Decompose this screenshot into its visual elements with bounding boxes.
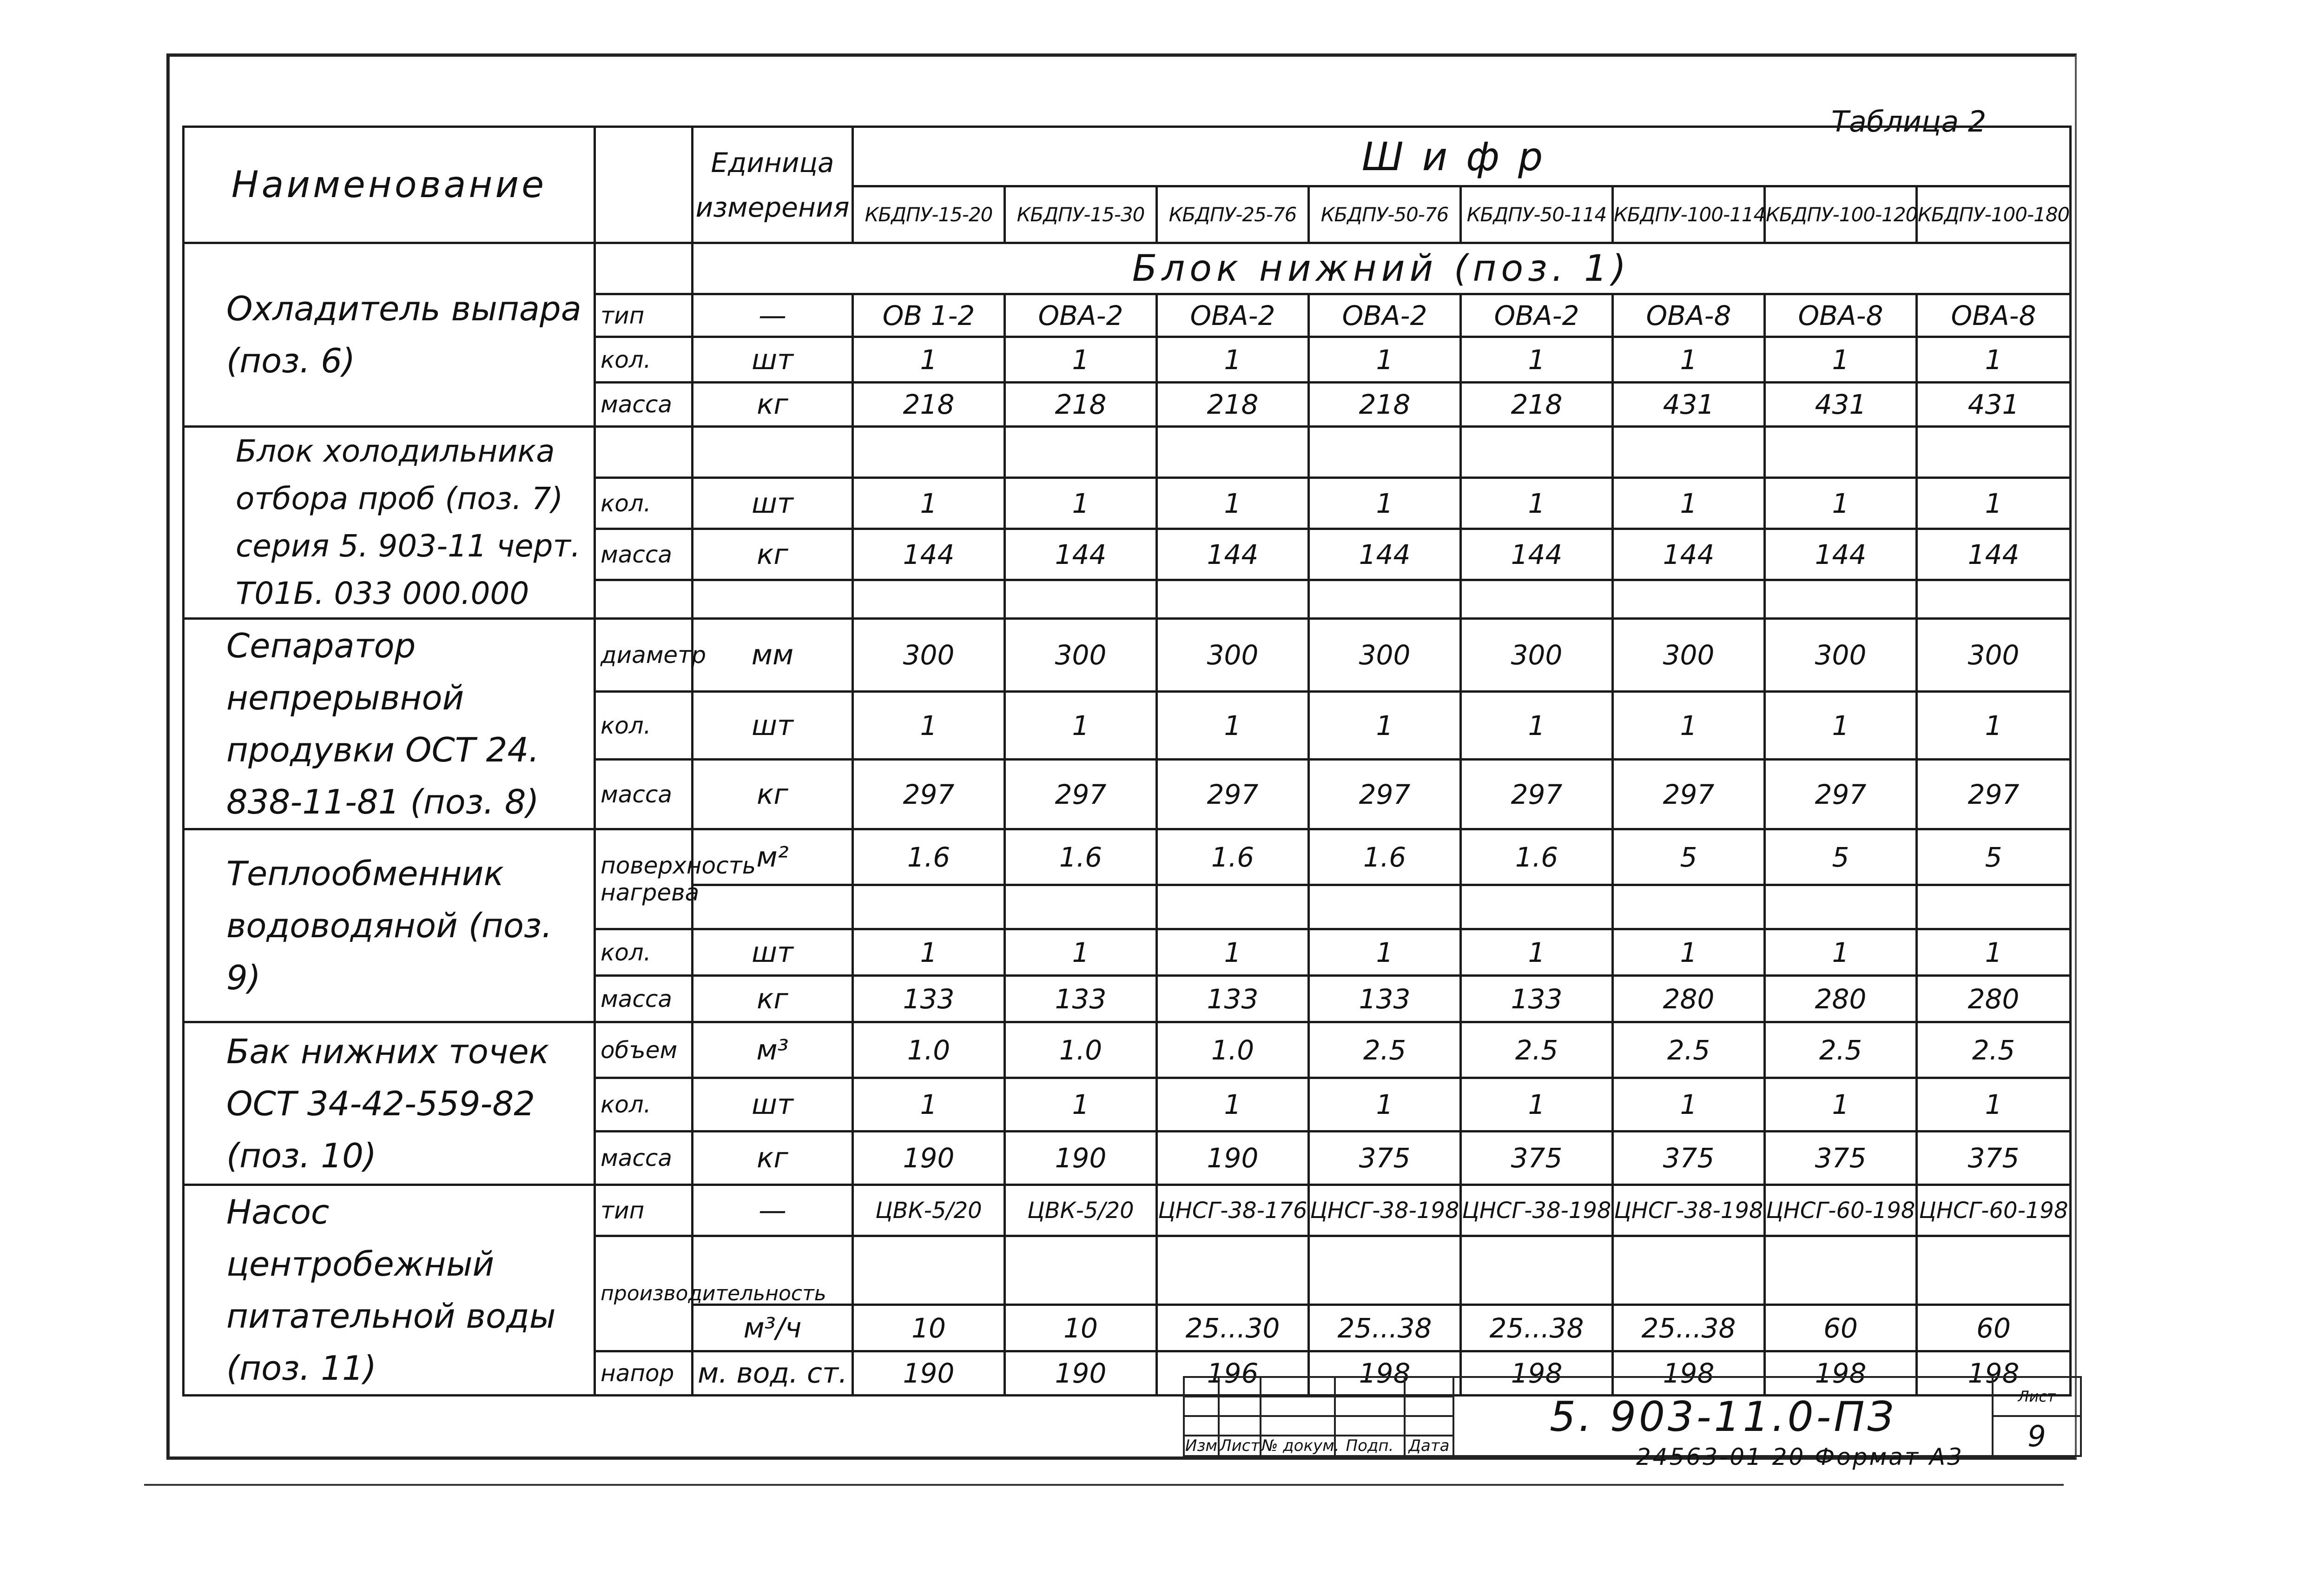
blank-cell	[1917, 580, 2071, 619]
value-cell: 190	[1157, 1132, 1309, 1185]
unit-cell: шт	[693, 337, 853, 383]
value-cell: 300	[1461, 619, 1613, 692]
value-cell: 218	[853, 383, 1005, 427]
param-label: диаметр	[595, 619, 693, 692]
unit-cell: м³/ч	[693, 1305, 853, 1351]
value-cell: 1	[1917, 478, 2071, 529]
value-cell: 133	[1005, 976, 1157, 1022]
unit-cell: шт	[693, 478, 853, 529]
value-cell: 1	[853, 337, 1005, 383]
value-cell: 2.5	[1917, 1022, 2071, 1078]
value-cell: 144	[1005, 529, 1157, 580]
unit-cell: мм	[693, 619, 853, 692]
blank-cell	[1157, 427, 1309, 478]
value-cell: ЦНСГ-38-198	[1461, 1185, 1613, 1236]
value-cell: 1	[1765, 478, 1917, 529]
value-cell: 300	[1005, 619, 1157, 692]
value-cell: ЦНСГ-60-198	[1765, 1185, 1917, 1236]
header-code: КБДПУ-100-120	[1765, 186, 1917, 243]
blank-cell	[1005, 427, 1157, 478]
value-cell: 198	[1461, 1351, 1613, 1396]
param-label: поверхность нагрева	[595, 829, 693, 929]
value-cell: 144	[1309, 529, 1461, 580]
value-cell: 1	[1157, 478, 1309, 529]
value-cell: 5	[1613, 829, 1765, 885]
value-cell: 1	[1309, 1078, 1461, 1132]
stamp-cell	[1184, 1397, 1219, 1416]
specification-table	[182, 126, 2072, 1397]
value-cell: 1.6	[1005, 829, 1157, 885]
blank-cell	[1005, 885, 1157, 929]
value-cell: 1	[1613, 1078, 1765, 1132]
blank-cell	[1613, 580, 1765, 619]
value-cell: 25...38	[1613, 1305, 1765, 1351]
stamp-caption: Дата	[1405, 1436, 1453, 1456]
stamp-cell	[1335, 1377, 1405, 1397]
param-label: кол.	[595, 337, 693, 383]
blank-cell	[1461, 1236, 1613, 1305]
table-number-label: Таблица 2	[1831, 105, 1987, 139]
param-label: кол.	[595, 478, 693, 529]
table-row	[184, 1022, 2071, 1078]
value-cell: ОВА-2	[1005, 294, 1157, 337]
value-cell: 280	[1917, 976, 2071, 1022]
param-label: масса	[595, 760, 693, 829]
value-cell: 218	[1005, 383, 1157, 427]
value-cell: 1	[1613, 691, 1765, 760]
unit-cell: —	[693, 294, 853, 337]
param-label: масса	[595, 529, 693, 580]
item-name-fridge: Блок холодильника отбора проб (поз. 7) серия 5. 903-11 черт. Т01Б. 033 000.000	[184, 427, 595, 619]
value-cell: 375	[1461, 1132, 1613, 1185]
value-cell: 198	[1309, 1351, 1461, 1396]
stamp-cell	[1184, 1416, 1219, 1436]
value-cell: ЦНСГ-38-176	[1157, 1185, 1309, 1236]
value-cell: 1	[1765, 691, 1917, 760]
blank-cell	[1917, 427, 2071, 478]
value-cell: 144	[1157, 529, 1309, 580]
value-cell: 144	[853, 529, 1005, 580]
value-cell: 297	[1917, 760, 2071, 829]
param-label: масса	[595, 976, 693, 1022]
value-cell: 1	[1917, 1078, 2071, 1132]
unit-cell: м³	[693, 1022, 853, 1078]
value-cell: 133	[1461, 976, 1613, 1022]
blank-cell	[853, 580, 1005, 619]
unit-cell: кг	[693, 976, 853, 1022]
value-cell: 218	[1309, 383, 1461, 427]
value-cell: 1	[1461, 337, 1613, 383]
value-cell: 297	[1765, 760, 1917, 829]
value-cell: 1	[1157, 691, 1309, 760]
item-name-separator: Сепаратор непрерывной продувки ОСТ 24. 838-11-81 (поз. 8)	[184, 619, 595, 829]
value-cell: 1.0	[1157, 1022, 1309, 1078]
value-cell: ОВ 1-2	[853, 294, 1005, 337]
param-blank	[595, 580, 693, 619]
header-param-blank	[595, 127, 693, 243]
value-cell: 1	[1005, 929, 1157, 976]
value-cell: 300	[1613, 619, 1765, 692]
value-cell: 297	[1309, 760, 1461, 829]
item-name-exchanger: Теплообменник водоводяной (поз. 9)	[184, 829, 595, 1022]
blank-cell	[1005, 580, 1157, 619]
value-cell: 1	[1157, 929, 1309, 976]
value-cell: 297	[1613, 760, 1765, 829]
header-unit: Единица измерения	[693, 127, 853, 243]
blank-cell	[1309, 1236, 1461, 1305]
value-cell: 1	[1309, 691, 1461, 760]
param-label: кол.	[595, 691, 693, 760]
blank-cell	[1157, 1236, 1309, 1305]
value-cell: 1	[1157, 337, 1309, 383]
stamp-caption: № докум.	[1261, 1436, 1340, 1455]
value-cell: 375	[1309, 1132, 1461, 1185]
value-cell: 10	[853, 1305, 1005, 1351]
value-cell: 375	[1917, 1132, 2071, 1185]
value-cell: 280	[1765, 976, 1917, 1022]
blank-cell	[1157, 885, 1309, 929]
value-cell: 1	[1765, 1078, 1917, 1132]
stamp-cell	[1219, 1377, 1261, 1397]
value-cell: 2.5	[1461, 1022, 1613, 1078]
value-cell: ЦВК-5/20	[853, 1185, 1005, 1236]
value-cell: ОВА-2	[1157, 294, 1309, 337]
blank-cell	[1613, 885, 1765, 929]
value-cell: 2.5	[1613, 1022, 1765, 1078]
stamp-cell	[1219, 1416, 1261, 1436]
value-cell: 300	[1917, 619, 2071, 692]
value-cell: 1.6	[1309, 829, 1461, 885]
document-code: 5. 903-11.0-ПЗ	[1453, 1377, 1993, 1456]
scan-edge-line	[144, 1484, 2064, 1486]
value-cell: 1	[1005, 1078, 1157, 1132]
value-cell: 1	[1613, 337, 1765, 383]
value-cell: 196	[1157, 1351, 1309, 1396]
header-code: КБДПУ-25-76	[1157, 186, 1309, 243]
value-cell: 1	[1309, 929, 1461, 976]
stamp-cell	[1184, 1377, 1219, 1397]
blank-cell	[1765, 427, 1917, 478]
value-cell: ОВА-8	[1917, 294, 2071, 337]
value-cell: 297	[853, 760, 1005, 829]
value-cell: 1	[853, 929, 1005, 976]
value-cell: 5	[1917, 829, 2071, 885]
value-cell: 280	[1613, 976, 1765, 1022]
header-code: КБДПУ-50-76	[1309, 186, 1461, 243]
value-cell: 144	[1917, 529, 2071, 580]
value-cell: 144	[1765, 529, 1917, 580]
value-cell: 1	[1005, 691, 1157, 760]
param-label: кол.	[595, 929, 693, 976]
value-cell: 1	[1461, 478, 1613, 529]
unit-blank	[693, 427, 853, 478]
value-cell: 297	[1461, 760, 1613, 829]
param-blank	[595, 427, 693, 478]
blank-cell	[853, 885, 1005, 929]
unit-cell: кг	[693, 529, 853, 580]
value-cell: 133	[1157, 976, 1309, 1022]
param-label: масса	[595, 383, 693, 427]
unit-cell: м. вод. ст.	[693, 1351, 853, 1396]
value-cell: 1	[1461, 1078, 1613, 1132]
unit-cell: м²	[693, 829, 853, 885]
blank-cell	[1157, 580, 1309, 619]
value-cell: 190	[1005, 1132, 1157, 1185]
param-label: масса	[595, 1132, 693, 1185]
stamp-caption: Подп.	[1335, 1436, 1405, 1456]
stamp-cell	[1335, 1416, 1405, 1436]
item-name-pump: Насос центробежный питательной воды (поз. 11)	[184, 1185, 595, 1396]
value-cell: 431	[1917, 383, 2071, 427]
blank-cell	[1309, 885, 1461, 929]
value-cell: ОВА-2	[1309, 294, 1461, 337]
value-cell: 1	[1005, 478, 1157, 529]
value-cell: 1.0	[1005, 1022, 1157, 1078]
value-cell: 375	[1613, 1132, 1765, 1185]
value-cell: 60	[1917, 1305, 2071, 1351]
value-cell: 300	[1765, 619, 1917, 692]
value-cell: 300	[1309, 619, 1461, 692]
value-cell: ОВА-8	[1613, 294, 1765, 337]
stamp-cell	[1405, 1377, 1453, 1397]
blank-cell	[1765, 1236, 1917, 1305]
value-cell: 1	[1765, 337, 1917, 383]
blank-cell	[853, 1236, 1005, 1305]
stamp-caption: Лист	[1220, 1436, 1260, 1455]
unit-cell: —	[693, 1185, 853, 1236]
value-cell: 300	[1157, 619, 1309, 692]
table-row	[184, 243, 2071, 294]
value-cell: 25...30	[1157, 1305, 1309, 1351]
item-name-tank: Бак нижних точек ОСТ 34-42-559-82 (поз. 10)	[184, 1022, 595, 1185]
unit-cell: кг	[693, 1132, 853, 1185]
value-cell: 1.6	[853, 829, 1005, 885]
value-cell: ЦВК-5/20	[1005, 1185, 1157, 1236]
param-label: тип	[595, 294, 693, 337]
value-cell: 1	[853, 478, 1005, 529]
blank-cell	[1613, 1236, 1765, 1305]
blank-cell	[1461, 427, 1613, 478]
value-cell: 1	[1613, 929, 1765, 976]
value-cell: 10	[1005, 1305, 1157, 1351]
blank-cell	[1005, 1236, 1157, 1305]
archive-format-note: 24563-01 20 Формат А3	[1636, 1443, 1964, 1470]
stamp-caption: Изм	[1184, 1436, 1219, 1456]
stamp-cell	[1335, 1397, 1405, 1416]
value-cell: 375	[1765, 1132, 1917, 1185]
value-cell: 1	[1157, 1078, 1309, 1132]
value-cell: 1	[1461, 929, 1613, 976]
value-cell: 1.6	[1461, 829, 1613, 885]
param-label: кол.	[595, 1078, 693, 1132]
value-cell: 1	[1613, 478, 1765, 529]
value-cell: 1	[853, 691, 1005, 760]
value-cell: 190	[853, 1132, 1005, 1185]
blank-cell	[1309, 580, 1461, 619]
value-cell: 133	[1309, 976, 1461, 1022]
value-cell: 1	[1309, 478, 1461, 529]
value-cell: ЦНСГ-60-198	[1917, 1185, 2071, 1236]
blank-cell	[1461, 580, 1613, 619]
header-code: КБДПУ-50-114	[1461, 186, 1613, 243]
blank-cell	[1613, 427, 1765, 478]
table-row	[184, 829, 2071, 885]
value-cell: 60	[1765, 1305, 1917, 1351]
value-cell: ОВА-8	[1765, 294, 1917, 337]
header-name: Наименование	[184, 127, 595, 243]
value-cell: 144	[1613, 529, 1765, 580]
stamp-cell	[1261, 1397, 1335, 1416]
unit-cell: кг	[693, 760, 853, 829]
value-cell: 25...38	[1309, 1305, 1461, 1351]
unit-cell: шт	[693, 929, 853, 976]
value-cell: 218	[1461, 383, 1613, 427]
value-cell: 1	[1917, 929, 2071, 976]
blank-cell	[853, 427, 1005, 478]
unit-cell: шт	[693, 1078, 853, 1132]
value-cell: 5	[1765, 829, 1917, 885]
value-cell: 1	[1917, 337, 2071, 383]
table-row	[184, 427, 2071, 478]
value-cell: 1	[1917, 691, 2071, 760]
value-cell: 1	[1461, 691, 1613, 760]
header-code: КБДПУ-100-114	[1613, 186, 1765, 243]
unit-cell: кг	[693, 383, 853, 427]
value-cell: 300	[853, 619, 1005, 692]
value-cell: 2.5	[1765, 1022, 1917, 1078]
value-cell: 133	[853, 976, 1005, 1022]
stamp-cell	[1405, 1397, 1453, 1416]
table-row	[184, 1185, 2071, 1236]
header-code: КБДПУ-100-180	[1917, 186, 2071, 243]
value-cell: 1	[1005, 337, 1157, 383]
value-cell: 190	[1005, 1351, 1157, 1396]
blank-cell	[1765, 580, 1917, 619]
value-cell: 1	[1309, 337, 1461, 383]
value-cell: 198	[1613, 1351, 1765, 1396]
value-cell: 1	[1765, 929, 1917, 976]
unit-cell: шт	[693, 691, 853, 760]
blank-cell	[1461, 885, 1613, 929]
value-cell: 1.0	[853, 1022, 1005, 1078]
param-label: тип	[595, 1185, 693, 1236]
blank-cell	[1765, 885, 1917, 929]
value-cell: ЦНСГ-38-198	[1309, 1185, 1461, 1236]
param-label: объем	[595, 1022, 693, 1078]
param-label: производительность	[595, 1236, 693, 1351]
sheet-number: 9	[1993, 1416, 2081, 1456]
stamp-cell	[1261, 1416, 1335, 1436]
value-cell: 297	[1005, 760, 1157, 829]
value-cell: ЦНСГ-38-198	[1613, 1185, 1765, 1236]
value-cell: 218	[1157, 383, 1309, 427]
value-cell: 198	[1917, 1351, 2071, 1396]
header-cipher: Шифр	[853, 127, 2071, 186]
item-name-cooler: Охладитель выпара (поз. 6)	[184, 243, 595, 427]
unit-blank	[693, 885, 853, 929]
blank-cell	[1917, 885, 2071, 929]
blank-cell	[1309, 427, 1461, 478]
value-cell: 2.5	[1309, 1022, 1461, 1078]
blank-cell	[1917, 1236, 2071, 1305]
value-cell: 25...38	[1461, 1305, 1613, 1351]
value-cell: 190	[853, 1351, 1005, 1396]
stamp-cell	[1261, 1377, 1335, 1397]
value-cell: 431	[1613, 383, 1765, 427]
stamp-cell	[1405, 1416, 1453, 1436]
header-code: КБДПУ-15-30	[1005, 186, 1157, 243]
sheet-label: Лист	[1993, 1377, 2081, 1416]
value-cell: ОВА-2	[1461, 294, 1613, 337]
value-cell: 431	[1765, 383, 1917, 427]
unit-blank	[693, 580, 853, 619]
table-row	[184, 619, 2071, 692]
param-label: напор	[595, 1351, 693, 1396]
header-row-1	[184, 127, 2071, 186]
value-cell: 1.6	[1157, 829, 1309, 885]
value-cell: 198	[1765, 1351, 1917, 1396]
value-cell: 144	[1461, 529, 1613, 580]
param-blank	[595, 243, 693, 294]
value-cell: 297	[1157, 760, 1309, 829]
block-title: Блок нижний (поз. 1)	[693, 243, 2071, 294]
stamp-cell	[1219, 1397, 1261, 1416]
header-code: КБДПУ-15-20	[853, 186, 1005, 243]
value-cell: 1	[853, 1078, 1005, 1132]
